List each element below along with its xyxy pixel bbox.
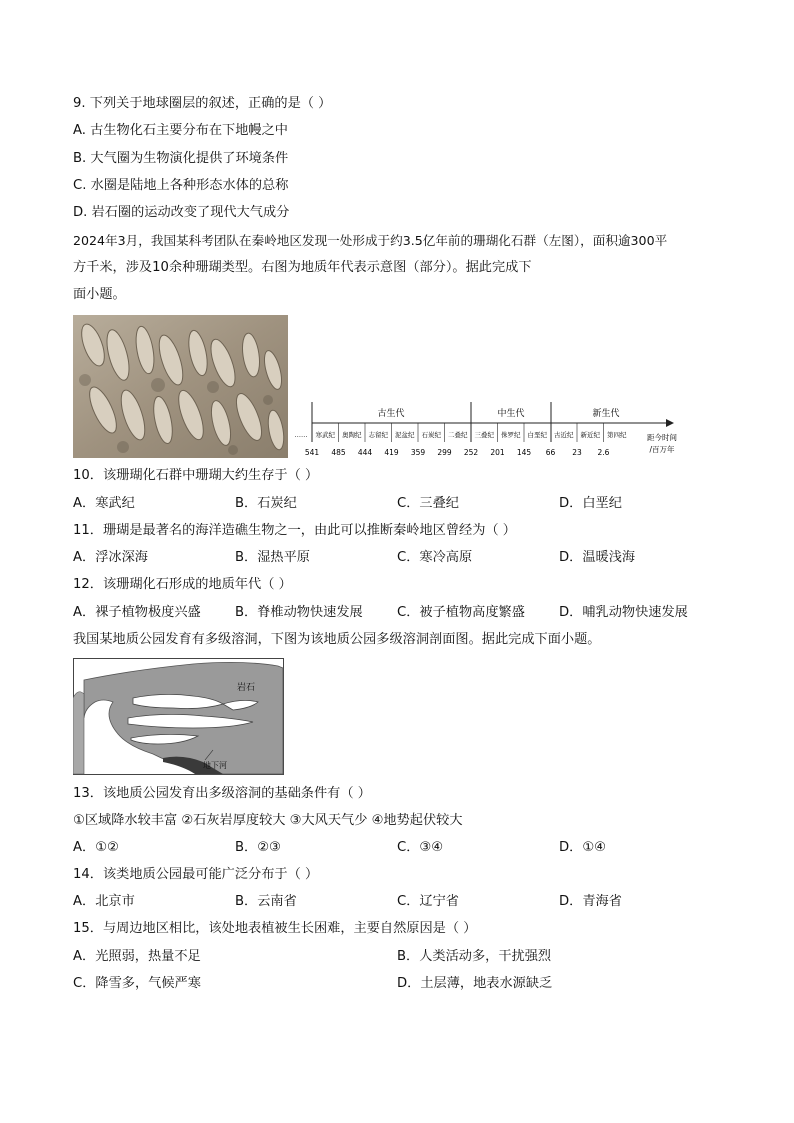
age-label: 485 (331, 448, 346, 457)
q12-option-d: D．哺乳动物快速发展 (559, 605, 688, 620)
q15-option-a: A．光照弱，热量不足 (73, 949, 201, 964)
q10-option-a: A．寒武纪 (73, 496, 135, 511)
q9-option-b: B. 大气圈为生物演化提供了环境条件 (73, 151, 289, 166)
q11-option-c: C．寒冷高原 (397, 550, 473, 565)
era-mesozoic: 中生代 (497, 409, 525, 419)
period-label: 侏罗纪 (501, 431, 521, 439)
age-label: 2.6 (597, 448, 610, 457)
q11-option-a: A．浮冰深海 (73, 550, 148, 565)
q15-option-c: C．降雪多，气候严寒 (73, 976, 201, 991)
era-cenozoic: 新生代 (592, 409, 620, 419)
period-label: 二叠纪 (448, 431, 468, 439)
q10-option-d: D．白垩纪 (559, 496, 622, 511)
q11-option-b: B．湿热平原 (235, 550, 310, 565)
q15-option-d: D．土层薄，地表水源缺乏 (397, 976, 553, 991)
passage2-text: 我国某地质公园发育有多级溶洞，下图为该地质公园多级溶洞剖面图。据此完成下面小题。 (73, 632, 601, 647)
geologic-timeline (288, 400, 688, 462)
period-label: 奥陶纪 (342, 431, 362, 439)
q10-option-b: B．石炭纪 (235, 496, 297, 511)
q10-option-c: C．三叠纪 (397, 496, 459, 511)
passage1-line3: 面小题。 (73, 287, 126, 302)
q14-option-b: B．云南省 (235, 894, 297, 909)
passage1-line2: 方千米，涉及10余种珊瑚类型。右图为地质年代表示意图（部分）。据此完成下 (73, 260, 532, 275)
era-paleozoic: 古生代 (377, 409, 405, 419)
q14-option-a: A．北京市 (73, 894, 135, 909)
q15-stem: 15．与周边地区相比，该处地表植被生长困难，主要自然原因是（ ） (73, 921, 477, 936)
q12-option-a: A．裸子植物极度兴盛 (73, 605, 201, 620)
period-label: 石炭纪 (421, 431, 441, 439)
q13-option-c: C．③④ (397, 840, 444, 855)
age-label: 201 (490, 448, 505, 457)
q13-option-b: B．②③ (235, 840, 281, 855)
q15-option-b: B．人类活动多，干扰强烈 (397, 949, 552, 964)
age-label: 252 (463, 448, 479, 457)
river-label: 地下河 (203, 761, 227, 770)
age-label: 66 (545, 448, 556, 457)
timeline-ellipsis: …… (294, 431, 308, 439)
axis-label-unit: /百万年 (649, 445, 675, 454)
rock-label: 岩石 (237, 683, 256, 693)
passage1-line1: 2024年3月，我国某科考团队在秦岭地区发现一处形成于约3.5亿年前的珊瑚化石群（左图），面积逾300平 (73, 233, 668, 248)
period-label: 志留纪 (368, 431, 388, 439)
q13-option-a: A．①② (73, 840, 119, 855)
period-label: 古近纪 (554, 431, 574, 439)
q9-stem: 9. 下列关于地球圈层的叙述，正确的是（ ） (73, 96, 332, 111)
age-label: 444 (357, 448, 373, 457)
q13-stem: 13．该地质公园发育出多级溶洞的基础条件有（ ） (73, 786, 371, 801)
q9-option-d: D. 岩石圈的运动改变了现代大气成分 (73, 205, 290, 220)
q10-stem: 10．该珊瑚化石群中珊瑚大约生存于（ ） (73, 468, 319, 483)
coral-fossil-photo (73, 315, 288, 458)
q9-option-a: A. 古生物化石主要分布在下地幔之中 (73, 123, 288, 138)
q12-option-c: C．被子植物高度繁盛 (397, 605, 525, 620)
q14-stem: 14．该类地质公园最可能广泛分布于（ ） (73, 867, 319, 882)
age-label: 541 (304, 448, 320, 457)
age-label: 359 (410, 448, 426, 457)
q12-stem: 12．该珊瑚化石形成的地质年代（ ） (73, 577, 292, 592)
q11-option-d: D．温暖浅海 (559, 550, 636, 565)
period-label: 第四纪 (607, 431, 627, 439)
age-label: 145 (516, 448, 532, 457)
period-label: 三叠纪 (474, 431, 494, 439)
period-label: 新近纪 (580, 431, 600, 439)
q14-option-d: D．青海省 (559, 894, 622, 909)
age-label: 419 (384, 448, 399, 457)
q13-conditions: ①区域降水较丰富 ②石灰岩厚度较大 ③大风天气少 ④地势起伏较大 (73, 813, 463, 828)
age-label: 299 (437, 448, 452, 457)
period-label: 白垩纪 (527, 431, 547, 439)
q9-option-c: C. 水圈是陆地上各种形态水体的总称 (73, 178, 289, 193)
axis-label-time: 距今时间 (647, 433, 677, 442)
period-label: 泥盆纪 (395, 431, 415, 439)
period-label: 寒武纪 (315, 431, 335, 439)
q11-stem: 11．珊瑚是最著名的海洋造礁生物之一，由此可以推断秦岭地区曾经为（ ） (73, 523, 516, 538)
cave-cross-section (73, 658, 284, 775)
q14-option-c: C．辽宁省 (397, 894, 459, 909)
q13-option-d: D．①④ (559, 840, 606, 855)
age-label: 23 (572, 448, 582, 457)
q12-option-b: B．脊椎动物快速发展 (235, 605, 363, 620)
